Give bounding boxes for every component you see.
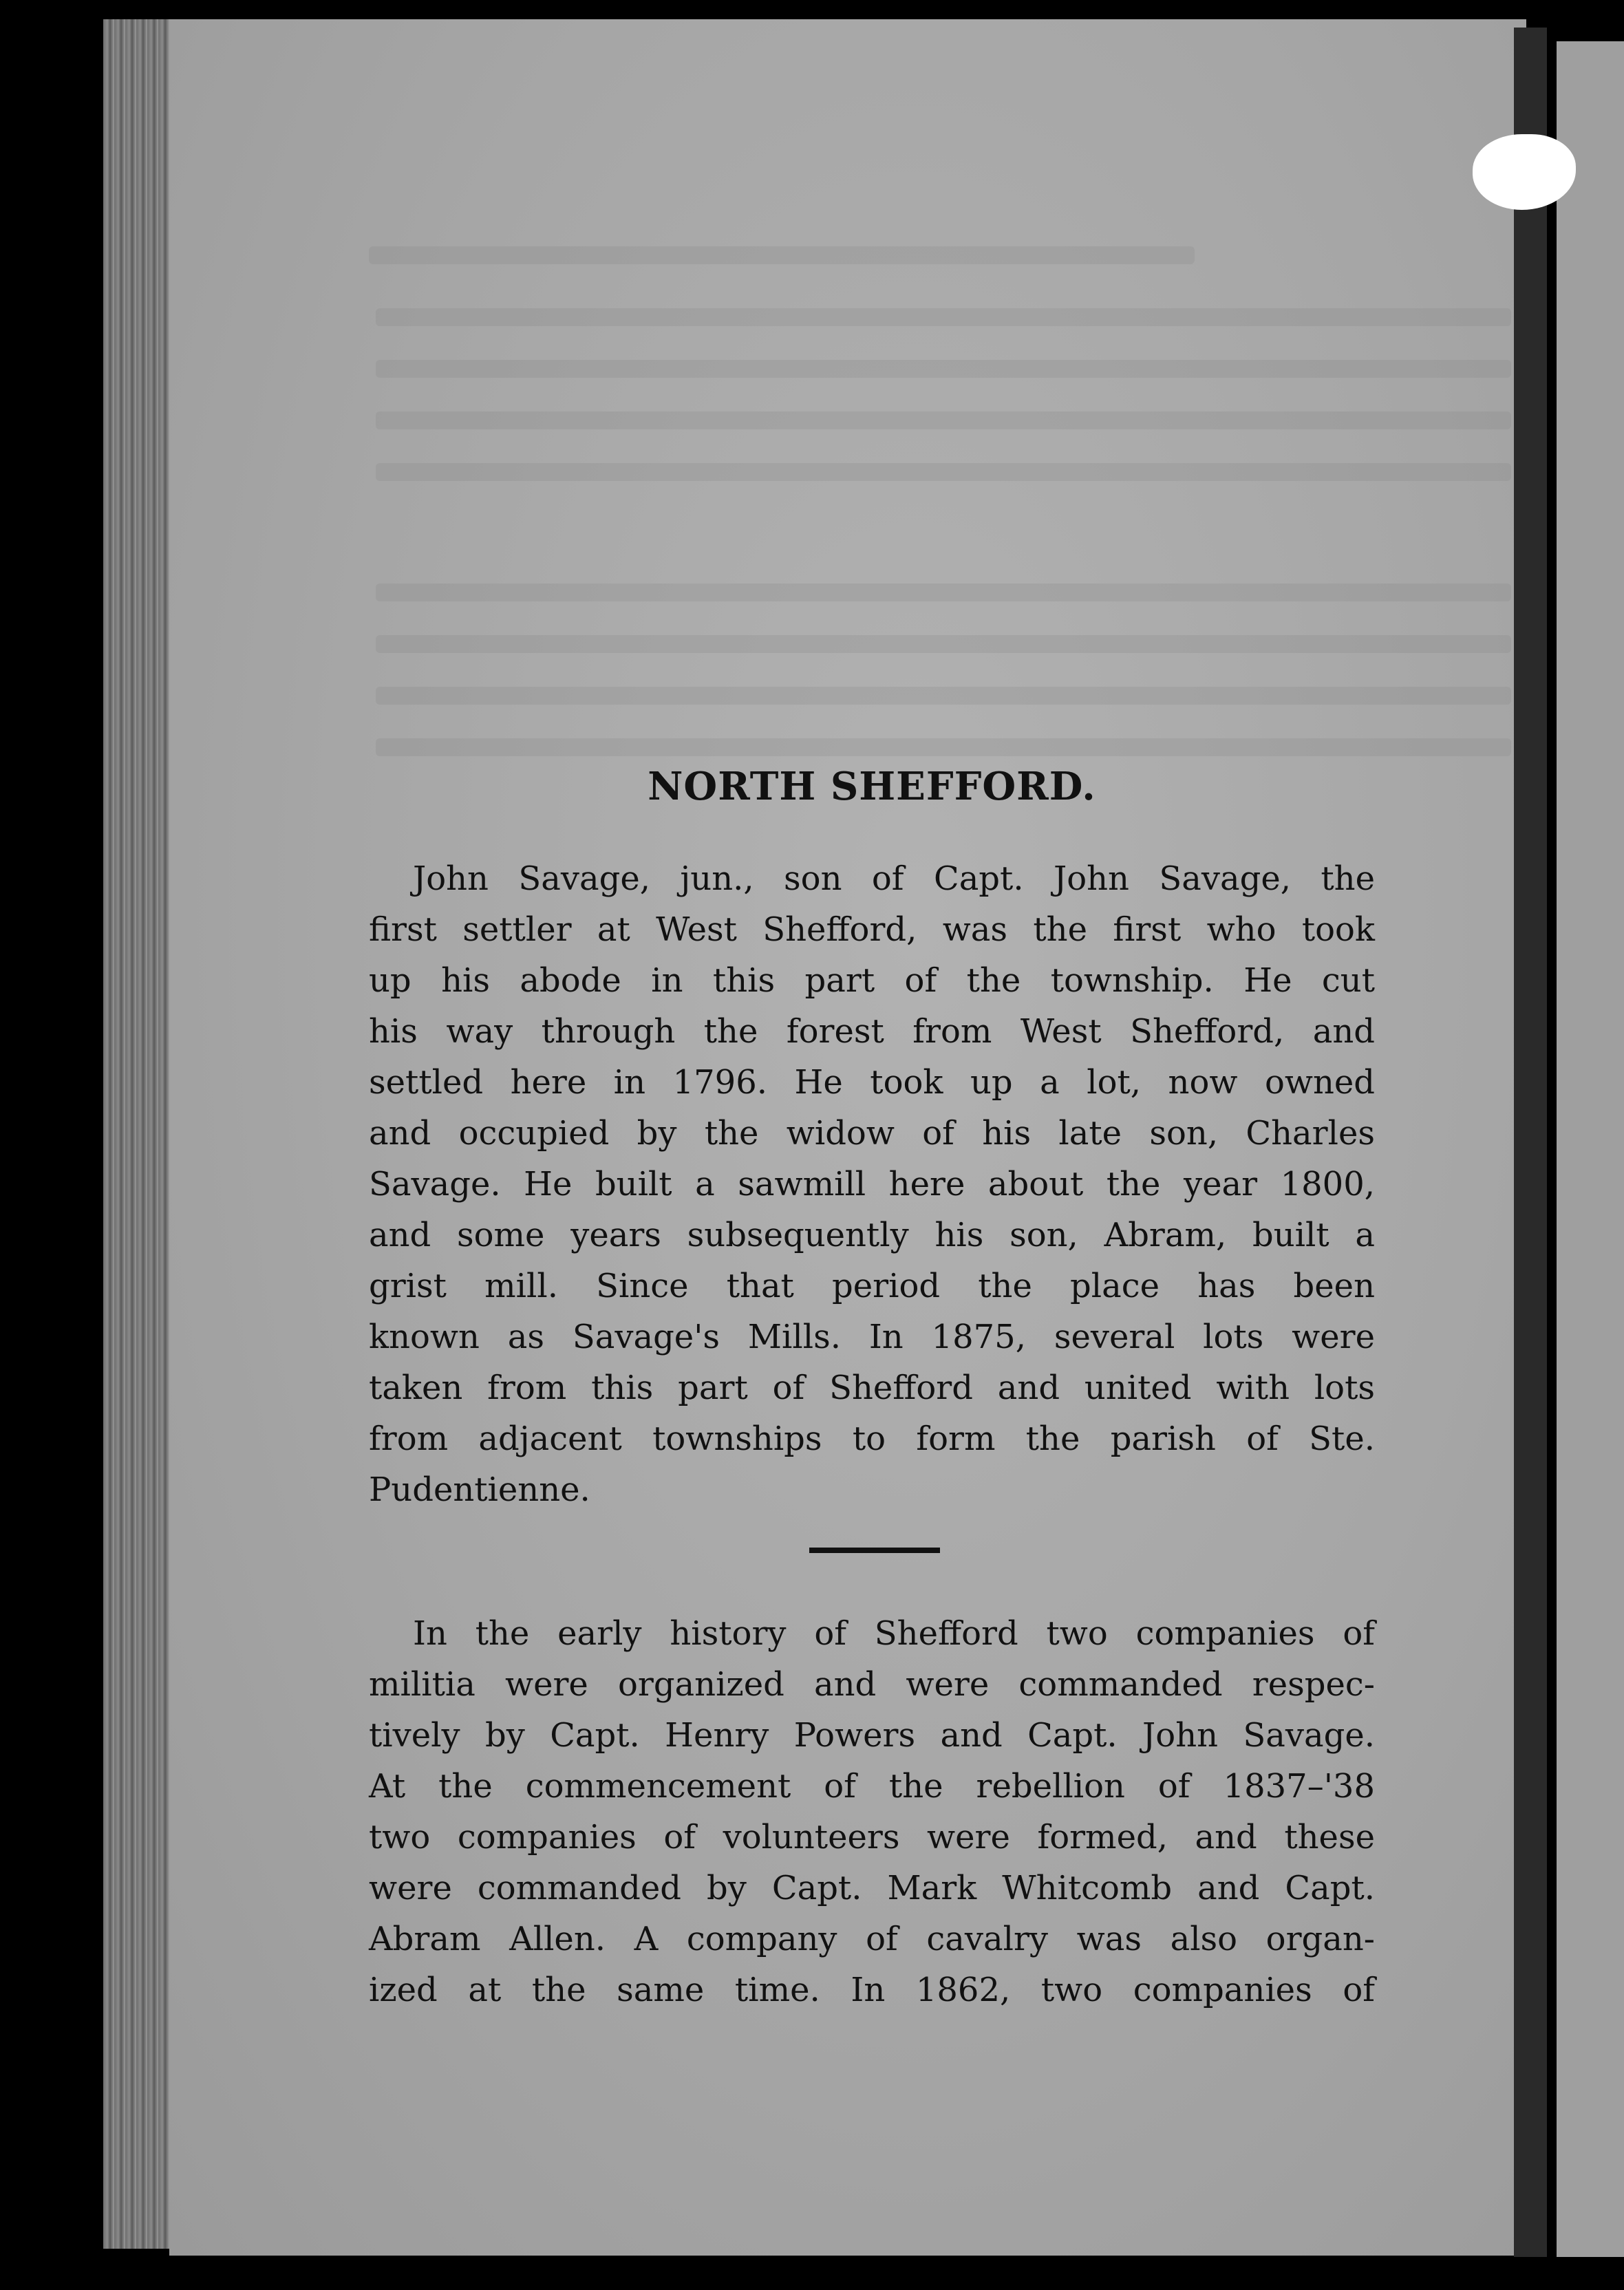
bleed-through-line <box>376 687 1511 705</box>
bleed-through-line <box>376 463 1511 481</box>
text-line: and some years subsequently his son, Abram, built a <box>369 1216 1375 1254</box>
text-line: his way through the forest from West Shefford, and <box>369 1012 1375 1051</box>
text-line: first settler at West Shefford, was the first who took <box>369 910 1375 949</box>
section-divider <box>809 1548 940 1553</box>
text-line: from adjacent townships to form the parish of Ste. <box>369 1420 1375 1458</box>
text-line: settled here in 1796. He took up a lot, now owned <box>369 1063 1375 1102</box>
paragraph-north-shefford <box>369 853 1375 1515</box>
text-line: militia were organized and were commanded respec- <box>369 1665 1375 1704</box>
paragraph-militia <box>369 1608 1375 2015</box>
text-line: At the commencement of the rebellion of 1837–'38 <box>369 1767 1375 1806</box>
text-line: Abram Allen. A company of cavalry was also organ- <box>369 1920 1375 1958</box>
text-line: and occupied by the widow of his late son, Charles <box>369 1114 1375 1153</box>
text-line: known as Savage's Mills. In 1875, several lots were <box>369 1318 1375 1356</box>
text-line: tively by Capt. Henry Powers and Capt. John Savage. <box>369 1716 1375 1755</box>
adjacent-page-edge <box>1557 41 1624 2257</box>
text-line: John Savage, jun., son of Capt. John Savage, the <box>413 859 1375 898</box>
text-line: were commanded by Capt. Mark Whitcomb and Capt. <box>369 1869 1375 1907</box>
binding-gutter <box>1514 28 1547 2257</box>
text-line: ized at the same time. In 1862, two companies of <box>369 1971 1375 2009</box>
bleed-through-line <box>376 584 1511 601</box>
text-line: two companies of volunteers were formed, and these <box>369 1818 1375 1856</box>
text-line: taken from this part of Shefford and united with lots <box>369 1369 1375 1407</box>
text-line: Pudentienne. <box>369 1470 590 1509</box>
bleed-through-line <box>376 360 1511 378</box>
bleed-through-line <box>376 411 1511 429</box>
section-heading: NORTH SHEFFORD. <box>648 764 1096 809</box>
stacked-page-edges <box>103 19 172 2249</box>
text-line: up his abode in this part of the township. He cut <box>369 961 1375 1000</box>
bleed-through-line <box>376 738 1511 756</box>
bleed-through-line <box>376 635 1511 653</box>
text-line: In the early history of Shefford two companies of <box>413 1614 1375 1653</box>
bleed-through-line <box>369 246 1195 264</box>
bleed-through-line <box>376 308 1511 326</box>
text-line: Savage. He built a sawmill here about the year 1800, <box>369 1165 1375 1203</box>
text-line: grist mill. Since that period the place has been <box>369 1267 1375 1305</box>
